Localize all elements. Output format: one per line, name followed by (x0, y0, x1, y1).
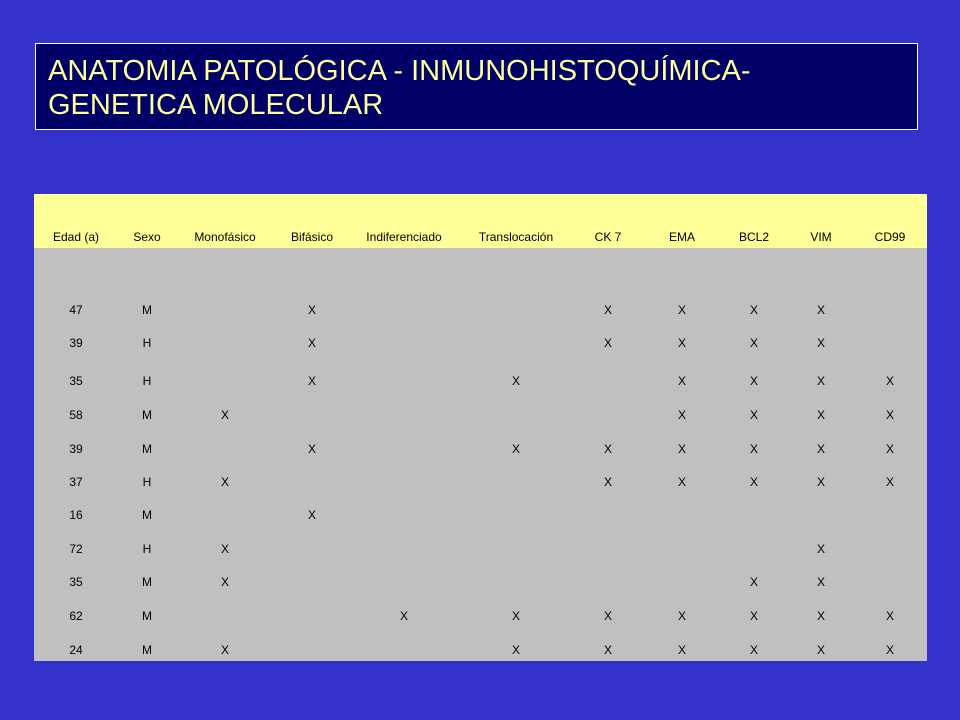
table-cell: X (816, 609, 826, 623)
table-cell: X (677, 336, 687, 350)
table-cell: X (511, 442, 521, 456)
table-cell: 35 (69, 374, 83, 388)
table-cell: X (677, 303, 687, 317)
slide-title (48, 54, 907, 122)
table-cell: X (220, 542, 230, 556)
table-cell: 24 (69, 643, 83, 657)
table-cell: X (749, 374, 759, 388)
table-cell: 37 (69, 475, 83, 489)
table-cell: M (142, 408, 152, 422)
table-cell: X (511, 374, 521, 388)
table-cell: X (749, 475, 759, 489)
table-cell: X (307, 508, 317, 522)
table-cell: X (816, 542, 826, 556)
table-cell: X (307, 303, 317, 317)
table-cell: X (220, 408, 230, 422)
table-cell: X (749, 643, 759, 657)
title-box (35, 43, 918, 130)
table-cell: X (603, 303, 613, 317)
table-cell: X (749, 609, 759, 623)
table-cell: X (603, 643, 613, 657)
column-header: CK 7 (594, 230, 622, 244)
table-cell: X (603, 442, 613, 456)
table-cell: X (603, 336, 613, 350)
table-cell: H (142, 475, 152, 489)
table-cell: X (885, 442, 895, 456)
table-cell: 58 (69, 408, 83, 422)
table-cell: X (220, 643, 230, 657)
table-cell: X (603, 609, 613, 623)
table-cell: X (816, 336, 826, 350)
table-cell: M (142, 643, 152, 657)
column-header: Bifásico (290, 230, 334, 244)
table-cell: M (142, 303, 152, 317)
table-cell: 39 (69, 336, 83, 350)
table-cell: X (677, 643, 687, 657)
table-cell: X (307, 442, 317, 456)
table-cell: X (816, 303, 826, 317)
table-cell: X (307, 374, 317, 388)
title-line-1: ANATOMIA PATOLÓGICA - INMUNOHISTOQUÍMICA- (48, 55, 751, 87)
table-cell: X (749, 408, 759, 422)
table-cell: X (399, 609, 409, 623)
table-cell: M (142, 442, 152, 456)
table-cell: X (603, 475, 613, 489)
table-cell: X (307, 336, 317, 350)
table-cell: X (220, 475, 230, 489)
column-header: Indiferenciado (366, 230, 442, 244)
table-cell: X (677, 442, 687, 456)
title-line-2: GENETICA MOLECULAR (48, 89, 384, 121)
table-cell: X (816, 643, 826, 657)
table-cell: X (816, 408, 826, 422)
table-cell: X (220, 575, 230, 589)
table-header (34, 194, 927, 248)
table-cell: X (749, 442, 759, 456)
table-cell: X (885, 408, 895, 422)
column-header: Monofásico (194, 230, 256, 244)
table-cell: 47 (69, 303, 83, 317)
table-cell: 35 (69, 575, 83, 589)
column-header: CD99 (874, 230, 906, 244)
table-cell: X (677, 609, 687, 623)
table-cell: X (677, 374, 687, 388)
table-cell: 72 (69, 542, 83, 556)
column-header: BCL2 (738, 230, 770, 244)
data-table (34, 194, 927, 661)
table-cell: M (142, 508, 152, 522)
column-header: Edad (a) (52, 230, 100, 244)
table-cell: X (885, 374, 895, 388)
table-cell: X (885, 475, 895, 489)
table-cell: X (816, 442, 826, 456)
column-header: Sexo (133, 230, 161, 244)
table-cell: X (511, 643, 521, 657)
table-cell: H (142, 374, 152, 388)
table-cell: X (749, 336, 759, 350)
table-cell: 16 (69, 508, 83, 522)
table-cell: X (677, 475, 687, 489)
table-cell: X (511, 609, 521, 623)
column-header: VIM (810, 230, 832, 244)
table-cell: X (749, 575, 759, 589)
column-header: Translocación (478, 230, 554, 244)
table-cell: 62 (69, 609, 83, 623)
table-cell: X (885, 609, 895, 623)
column-header: EMA (668, 230, 696, 244)
table-cell: X (749, 303, 759, 317)
table-cell: X (816, 374, 826, 388)
table-cell: H (142, 542, 152, 556)
table-cell: X (677, 408, 687, 422)
table-cell: X (816, 575, 826, 589)
table-cell: X (816, 475, 826, 489)
table-cell: X (885, 643, 895, 657)
table-cell: M (142, 575, 152, 589)
table-cell: 39 (69, 442, 83, 456)
table-cell: H (142, 336, 152, 350)
table-cell: M (142, 609, 152, 623)
